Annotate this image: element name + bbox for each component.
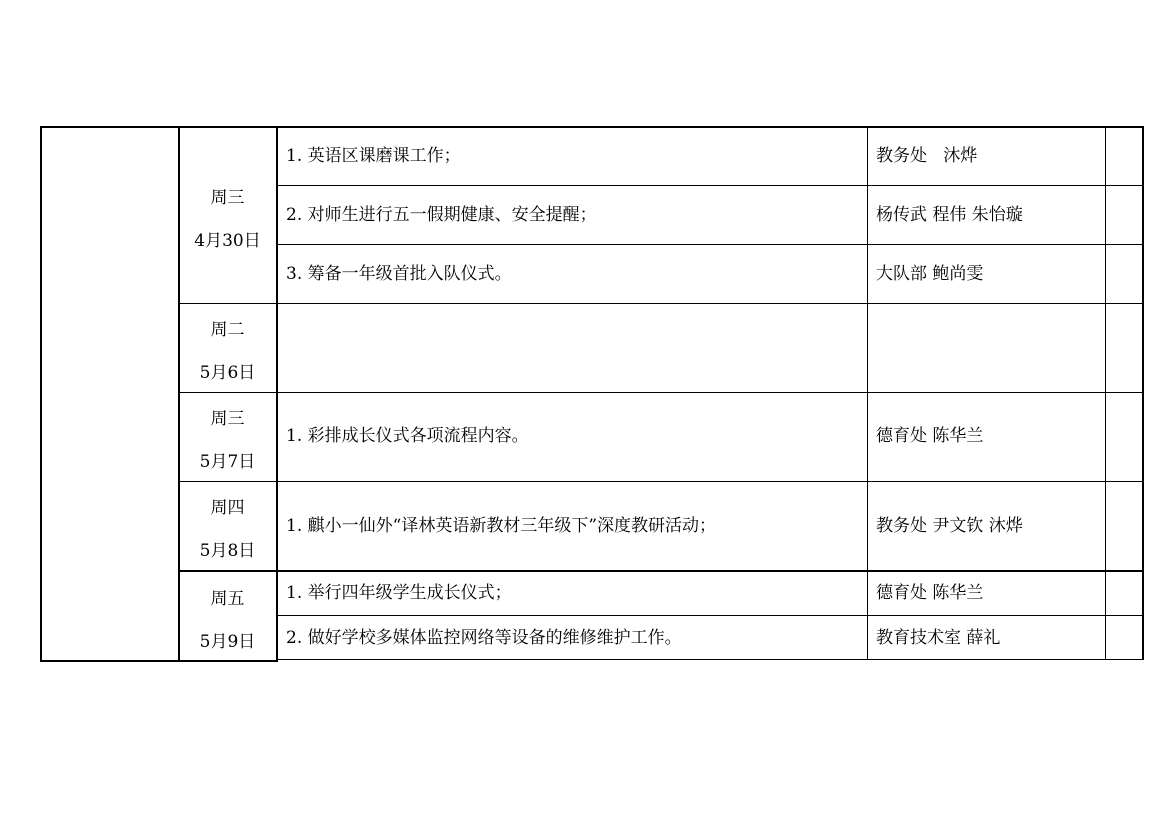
day-separator <box>178 570 1144 572</box>
task-owner: 德育处 陈华兰 <box>876 583 984 603</box>
day-cell <box>179 303 276 392</box>
schedule-table <box>40 126 1144 662</box>
table-right-border <box>1142 126 1144 660</box>
day-cell <box>179 392 276 481</box>
day-column-divider <box>276 126 278 662</box>
task-content: 1. 英语区课磨课工作； <box>286 146 461 166</box>
task-content: 3. 筹备一年级首批入队仪式。 <box>286 264 512 284</box>
date-label: 5月7日 <box>199 452 256 472</box>
day-separator <box>178 481 1144 482</box>
task-content: 1. 举行四年级学生成长仪式； <box>286 583 512 603</box>
table-bottom-border-right <box>278 659 1144 660</box>
weekday-label: 周五 <box>210 589 245 609</box>
task-separator <box>278 244 1144 245</box>
task-content: 2. 做好学校多媒体监控网络等设备的维修维护工作。 <box>286 628 682 648</box>
day-separator <box>178 392 1144 393</box>
weekday-label: 周三 <box>210 188 245 208</box>
task-owner: 大队部 鲍尚雯 <box>876 264 984 284</box>
task-separator <box>278 185 1144 186</box>
task-owner: 教育技术室 薛礼 <box>876 628 1001 648</box>
task-owner: 杨传武 程伟 朱怡璇 <box>876 205 1023 225</box>
task-owner: 德育处 陈华兰 <box>876 426 984 446</box>
day-cell <box>179 126 276 303</box>
weekday-label: 周二 <box>210 320 245 340</box>
date-label: 5月9日 <box>199 632 256 652</box>
table-left-border <box>40 126 42 662</box>
day-cell <box>179 570 276 660</box>
day-cell <box>179 481 276 570</box>
weekday-label: 周四 <box>210 498 245 518</box>
task-content: 1. 彩排成长仪式各项流程内容。 <box>286 426 529 446</box>
task-content: 1. 麒小一仙外“译林英语新教材三年级下”深度教研活动； <box>286 516 717 536</box>
day-separator <box>178 303 1144 304</box>
weekday-label: 周三 <box>210 409 245 429</box>
task-separator <box>278 615 1144 616</box>
task-owner: 教务处 沐烨 <box>876 146 978 166</box>
owner-column-divider <box>867 126 868 660</box>
date-label: 5月8日 <box>199 541 256 561</box>
date-label: 5月6日 <box>199 363 256 383</box>
extra-column-divider <box>1105 126 1106 660</box>
date-label: 4月30日 <box>194 231 261 251</box>
task-content: 2. 对师生进行五一假期健康、安全提醒； <box>286 205 597 225</box>
task-owner: 教务处 尹文钦 沐烨 <box>876 516 1023 536</box>
table-bottom-border <box>40 660 278 662</box>
